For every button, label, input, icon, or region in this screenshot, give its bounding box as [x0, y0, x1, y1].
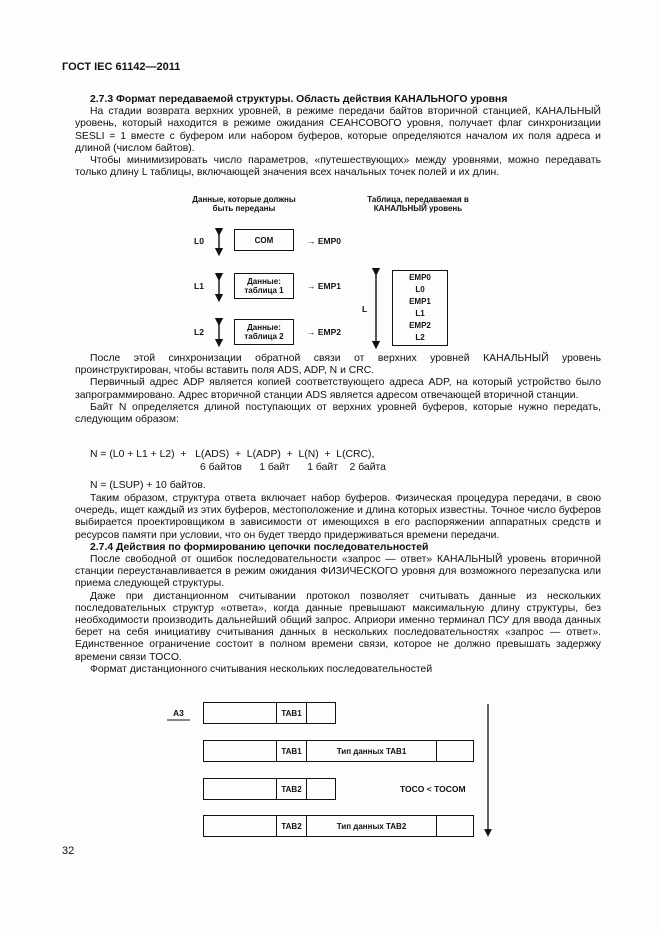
paragraph: После этой синхронизации обратной связи от верхних уровней КАНАЛЬНЫЙ уровень проинструктирован, чтобы вставить поля ADS, ADP, N и CRC.: [75, 353, 601, 377]
empty-cell: [436, 740, 474, 762]
paragraph: Чтобы минимизировать число параметров, «путешествующих» между уровнями, можно передавать только длину L таблицы, включающей значения всех начальных точек полей и их длин.: [75, 155, 601, 179]
empty-cell: [203, 778, 277, 800]
diagram-left-title: Данные, которые должны быть переданы: [192, 195, 296, 213]
empty-cell: [436, 815, 474, 837]
table-line: EMP0: [409, 273, 431, 282]
level-label: L1: [194, 281, 204, 291]
emp-pointer: → EMP0: [307, 236, 342, 246]
paragraph: Первичный адрес ADP является копией соответствующего адреса ADP, на который устройство было запрограммировано. Адрес вторичной станции ADS является адресом отвечающей вторичной станции.: [75, 377, 601, 401]
empty-cell: [203, 815, 277, 837]
emp-pointer: → EMP2: [307, 327, 342, 337]
paragraph: Таким образом, структура ответа включает набор буферов. Физическая процедура передачи, в свою очередь, ищет каждый из этих буферов, местоположение и длина которых известны. Точное число буферов выбирается проектировщиком в зависимости от имеющихся в его распоряжении аппаратных средств и ресурсов памяти при условии, что он будет твердо придерживаться времени передачи.: [75, 493, 601, 541]
formula-n: N = (L0 + L1 + L2) + L(ADS) + L(ADP) + L(N) + L(CRC),: [90, 449, 375, 460]
paragraph: Формат дистанционного считывания нескольких последовательностей: [90, 663, 433, 675]
tab-cell: TAB2: [276, 778, 307, 800]
data-table2-box: Данные: таблица 2: [234, 319, 294, 345]
empty-cell: [203, 740, 277, 762]
empty-cell: [306, 778, 336, 800]
formula-byte-sizes: 6 байтов 1 байт 1 байт 2 байта: [200, 462, 386, 473]
section-heading: 2.7.4 Действия по формированию цепочки последовательностей: [90, 541, 429, 553]
section-2-7-4: [75, 493, 601, 676]
timing-label: TOCO < TOCOM: [400, 784, 466, 794]
level-label: L0: [194, 236, 204, 246]
tab-cell: TAB1: [276, 702, 307, 724]
section-heading: 2.7.3 Формат передаваемой структуры. Область действия КАНАЛЬНОГО уровня: [90, 94, 508, 105]
document-header: ГОСТ IEC 61142—2011: [62, 61, 181, 73]
paragraph: На стадии возврата верхних уровней, в режиме передачи байтов вторичной станцией, КАНАЛЬНЫЙ уровень, который находится в режиме ожидания СЕАНСОВОГО уровня, получает флаг синхронизации SESLI = 1 вместе с буфером или набором буферов, которые определяются началом их поля адреса и длиной (числом байтов).: [75, 106, 601, 154]
diagram-right-title: Таблица, передаваемая в КАНАЛЬНЫЙ уровень: [367, 195, 469, 213]
tab-cell: TAB2: [276, 815, 307, 837]
paragraph: После свободной от ошибок последовательности «запрос — ответ» КАНАЛЬНЫЙ уровень вторичной станции переустанавливается в режим ожидания ФИЗИЧЕСКОГО уровня для возможного перезапуска или приема следующей структуры.: [75, 554, 601, 590]
page-number: 32: [62, 845, 75, 857]
data-table1-box: Данные: таблица 1: [234, 273, 294, 299]
tab-cell: TAB1: [276, 740, 307, 762]
a3-label: A3: [173, 708, 184, 718]
level-label: L2: [194, 327, 204, 337]
emp-pointer: → EMP1: [307, 281, 342, 291]
table-line: L2: [415, 333, 425, 342]
table-line: EMP1: [409, 297, 431, 306]
table-line: L0: [415, 285, 425, 294]
double-arrow-icon: [219, 232, 376, 345]
data-type-cell: Тип данных TAB1: [306, 740, 437, 762]
table-line: EMP2: [409, 321, 431, 330]
empty-cell: [203, 702, 277, 724]
paragraph: Даже при дистанционном считывании протокол позволяет считывать данные из нескольких последовательных структур «ответа», когда данные превышают максимальную длину структуры, без необходимости производить дальнейший общий запрос. Априори именно терминал ПСУ для ввода данных берет на себя инициативу считывания данных в нескольких последовательностях «запрос — ответ». Единственное ограничение состоит в полном времени связи, которое не должно превышать задержку времени связи TOCO.: [75, 590, 601, 663]
data-type-cell: Тип данных TAB2: [306, 815, 437, 837]
table-length-label: L: [362, 304, 368, 314]
body-text-2: [75, 353, 601, 426]
empty-cell: [306, 702, 336, 724]
com-box: COM: [234, 229, 294, 251]
formula-lsup: N = (LSUP) + 10 байтов.: [90, 480, 206, 491]
table-line: L1: [415, 309, 425, 318]
paragraph: Байт N определяется длиной поступающих от верхних уровней буферов, которые нужно передать, следующим образом:: [75, 401, 601, 426]
